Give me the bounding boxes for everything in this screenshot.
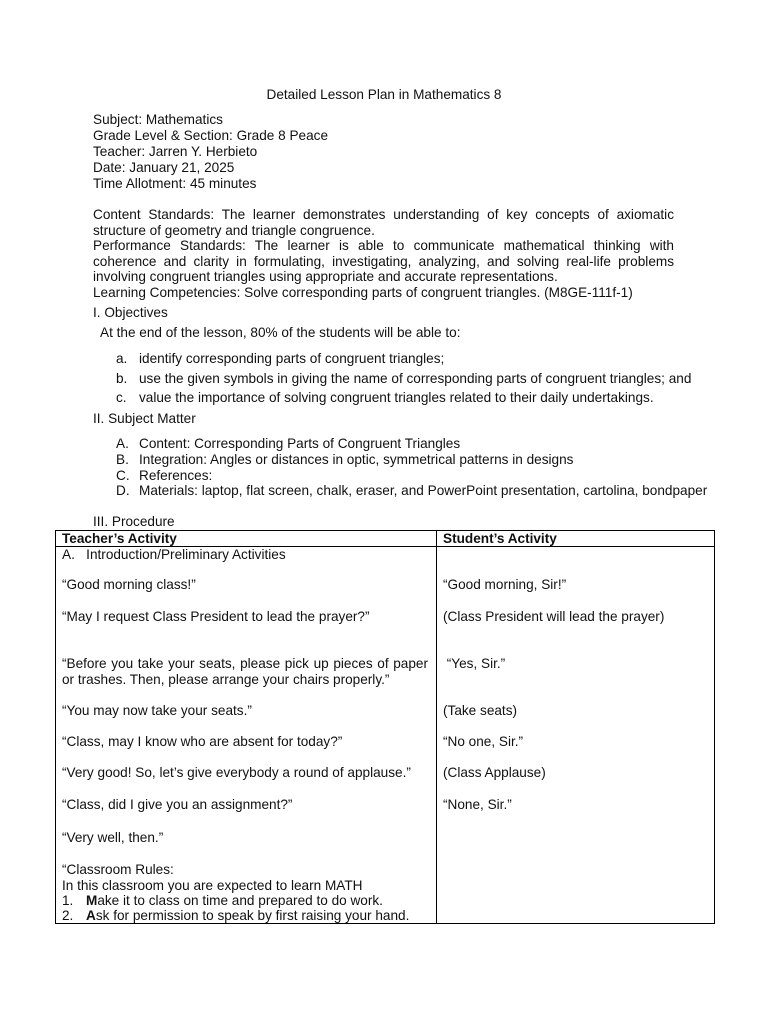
list-marker: a. <box>116 351 128 366</box>
rule-initial: M <box>86 893 98 908</box>
teacher-line: “Good morning class!” <box>62 577 196 592</box>
rule-number: 2. <box>62 908 74 923</box>
grade-line: Grade Level & Section: Grade 8 Peace <box>93 128 329 143</box>
time-line: Time Allotment: 45 minutes <box>93 176 257 191</box>
student-activity-header: Student’s Activity <box>437 531 715 547</box>
objective-text: use the given symbols in giving the name of corresponding parts of congruent triangles; and <box>139 371 692 386</box>
teacher-activity-cell <box>56 547 437 924</box>
performance-standards: Performance Standards: The learner is able to communicate mathematical thinking with coherence and clarity in formulating, investigating, analyzing, and solving real-life problems involving congruent triangles using appropriate and accurate representations. <box>93 238 674 285</box>
rule-text: ake it to class on time and prepared to do work. <box>97 893 383 908</box>
subject-matter-text: Content: Corresponding Parts of Congruent Triangles <box>139 436 461 451</box>
teacher-line: “Classroom Rules: <box>62 862 174 877</box>
list-marker: C. <box>116 468 130 483</box>
subject-matter-text: Materials: laptop, flat screen, chalk, eraser, and PowerPoint presentation, cartolina, bondpaper <box>139 483 708 498</box>
subject-line: Subject: Mathematics <box>93 112 223 127</box>
classroom-rule <box>62 893 383 909</box>
list-marker: c. <box>116 390 127 405</box>
teacher-line: “Very good! So, let’s give everybody a round of applause.” <box>62 765 411 780</box>
table-header-row <box>56 531 715 547</box>
teacher-line: “May I request Class President to lead the prayer?” <box>62 609 370 624</box>
subject-matter-text: References: <box>139 468 213 483</box>
teacher-line: “Class, may I know who are absent for today?” <box>62 734 343 749</box>
subject-matter-heading: II. Subject Matter <box>93 411 196 426</box>
teacher-line: Teacher: Jarren Y. Herbieto <box>93 144 258 159</box>
teacher-line: A. Introduction/Preliminary Activities <box>62 547 286 562</box>
procedure-table <box>55 530 715 924</box>
objective-item <box>116 390 654 406</box>
subject-matter-item <box>116 468 212 484</box>
student-activity-cell <box>437 547 715 924</box>
teacher-line: In this classroom you are expected to learn MATH <box>62 878 363 893</box>
teacher-line: “Before you take your seats, please pick up pieces of paper or trashes. Then, please arrange your chairs properly.” <box>62 656 428 687</box>
subject-matter-item <box>116 436 460 452</box>
rule-number: 1. <box>62 893 74 908</box>
student-line: (Class President will lead the prayer) <box>443 609 665 624</box>
learning-competencies: Learning Competencies: Solve corresponding parts of congruent triangles. (M8GE-111f-1) <box>93 285 633 300</box>
objective-text: identify corresponding parts of congruent triangles; <box>139 351 445 366</box>
list-marker: b. <box>116 371 128 386</box>
student-line: (Class Applause) <box>443 765 546 780</box>
student-line: “None, Sir.” <box>443 797 512 812</box>
table-row <box>56 547 715 924</box>
date-line: Date: January 21, 2025 <box>93 160 235 175</box>
teacher-line: “Class, did I give you an assignment?” <box>62 797 293 812</box>
procedure-heading: III. Procedure <box>93 514 175 529</box>
rule-text: sk for permission to speak by first raising your hand. <box>95 908 410 923</box>
list-marker: B. <box>116 452 129 467</box>
content-standards: Content Standards: The learner demonstrates understanding of key concepts of axiomatic structure of geometry and triangle congruence. <box>93 207 674 238</box>
objectives-heading: I. Objectives <box>93 305 168 320</box>
objective-text: value the importance of solving congruent triangles related to their daily undertakings. <box>139 390 654 405</box>
objective-item <box>116 351 444 367</box>
objectives-intro: At the end of the lesson, 80% of the students will be able to: <box>100 325 461 340</box>
teacher-line: “Very well, then.” <box>62 830 164 845</box>
page-title: Detailed Lesson Plan in Mathematics 8 <box>266 87 502 102</box>
teacher-activity-header: Teacher’s Activity <box>56 531 437 547</box>
student-line: “Yes, Sir.” <box>443 656 506 671</box>
teacher-line: “You may now take your seats.” <box>62 703 252 718</box>
rule-initial: A <box>86 908 96 923</box>
subject-matter-item <box>116 483 707 499</box>
subject-matter-item <box>116 452 573 468</box>
student-line: “No one, Sir.” <box>443 734 524 749</box>
student-line: (Take seats) <box>443 703 518 718</box>
list-marker: A. <box>116 436 129 451</box>
subject-matter-text: Integration: Angles or distances in optic, symmetrical patterns in designs <box>139 452 574 467</box>
objective-item <box>116 371 691 387</box>
classroom-rule <box>62 908 409 924</box>
student-line: “Good morning, Sir!” <box>443 577 567 592</box>
list-marker: D. <box>116 483 130 498</box>
